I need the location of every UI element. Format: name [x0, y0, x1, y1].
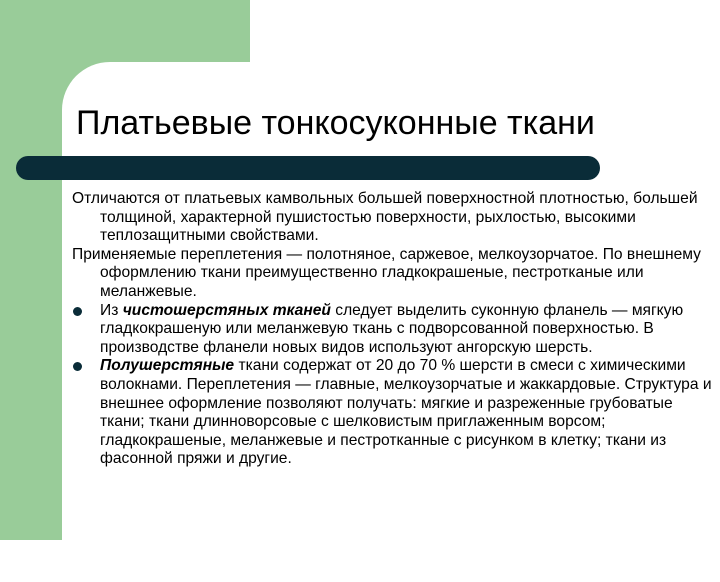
bullet-item [72, 357, 714, 469]
body-paragraph: Отличаются от платьевых камвольных большей поверхностной плотностью, большей толщиной, характерной пушистостью поверхности, рыхлостью, высокими теплозащитными свойствами. [72, 190, 698, 245]
bullet-dot-icon [73, 307, 82, 316]
body-paragraph: Применяемые переплетения — полотняное, саржевое, мелкоузорчатое. По внешнему оформлению ткани преимущественно гладкокрашеные, пестротканые или меланжевые. [72, 245, 701, 300]
slide-body [72, 190, 714, 469]
bullet-emphasis: чистошерстяных тканей [122, 301, 331, 319]
slide-title: Платьевые тонкосуконные ткани [76, 104, 595, 142]
bullet-text-prefix: Из [100, 301, 123, 319]
bullet-item [72, 302, 714, 358]
bullet-text: следует выделить суконную фланель — мягкую гладкокрашеную или меланжевую ткань с подворсованной поверхностью. В производстве фланели новых видов используют ангорскую шерсть. [100, 301, 684, 356]
bullet-text: ткани содержат от 20 до 70 % шерсти в смеси с химическими волокнами. Переплетения — главные, мелкоузорчатые и жаккардовые. Структура и внешнее оформление позволяют получать: мягкие и разреженные грубоватые ткани; ткани длинноворсовые с шелковистым приглаженным ворсом; гладкокрашеные, меланжевые и пестротканные с рисунком в клетку; ткани из фасонной пряжи и другие. [100, 357, 712, 468]
bullet-dot-icon [73, 362, 82, 371]
bullet-emphasis: Полушерстяные [100, 357, 235, 375]
title-underline-bar [16, 156, 600, 180]
